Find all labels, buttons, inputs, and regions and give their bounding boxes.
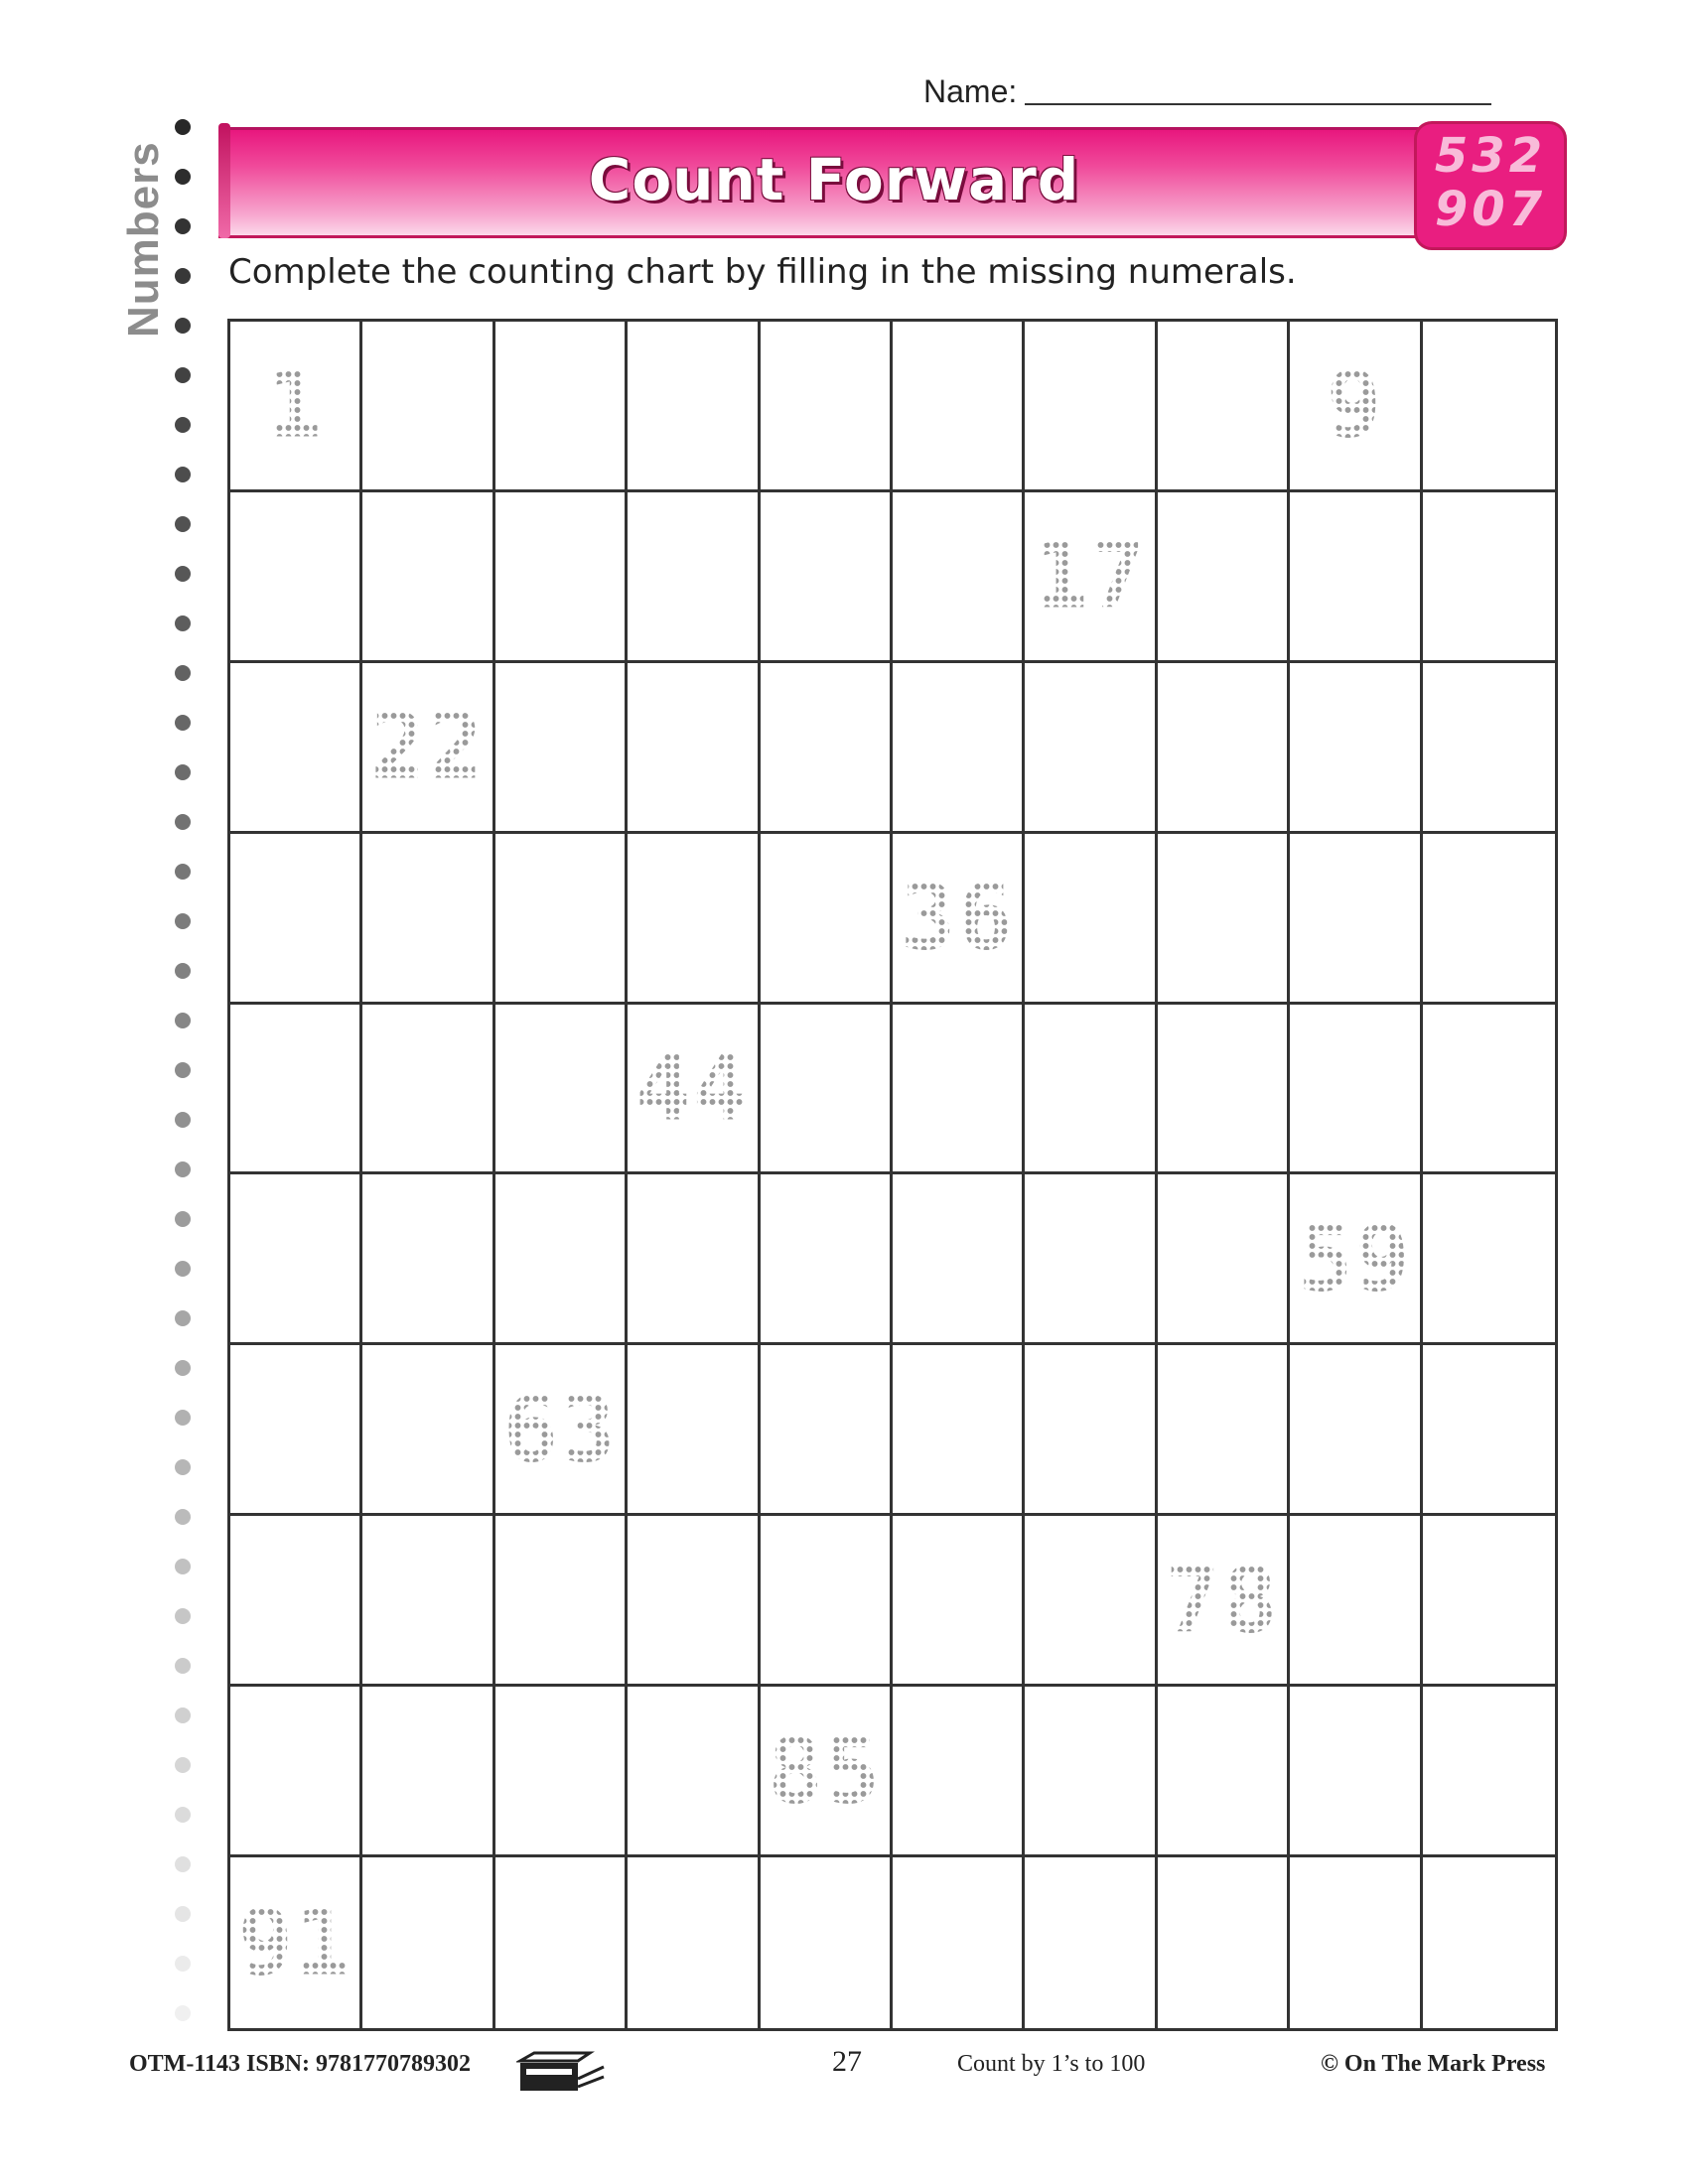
chart-cell[interactable] [893, 322, 1025, 492]
chart-cell[interactable] [230, 1857, 362, 2028]
chart-cell[interactable] [1290, 1857, 1422, 2028]
counting-chart [227, 319, 1558, 2031]
instructions: Complete the counting chart by filling in the missing numerals. [228, 252, 1297, 292]
chart-cell[interactable] [1158, 1174, 1290, 1345]
chart-cell[interactable] [1290, 663, 1422, 834]
chart-cell[interactable] [1025, 322, 1157, 492]
chart-cell[interactable] [893, 1857, 1025, 2028]
chart-cell[interactable] [1290, 1345, 1422, 1516]
binding-dot [175, 1559, 191, 1574]
binding-dot [175, 218, 191, 234]
chart-cell[interactable] [628, 834, 760, 1005]
binding-dot [175, 1161, 191, 1177]
binding-dot [175, 1310, 191, 1326]
chart-cell[interactable] [495, 492, 628, 663]
chart-cell[interactable] [1025, 1174, 1157, 1345]
binding-dot [175, 467, 191, 482]
binding-dot [175, 1906, 191, 1922]
chart-cell[interactable] [1423, 1516, 1555, 1687]
name-line[interactable] [1025, 103, 1491, 105]
prefilled-numeral: 1 [230, 352, 359, 459]
binding-dot [175, 1410, 191, 1426]
chart-cell[interactable] [495, 1687, 628, 1857]
chart-cell[interactable] [362, 663, 494, 834]
binding-dot [175, 1013, 191, 1028]
prefilled-numeral: 9 [1290, 352, 1419, 459]
binding-dot [175, 1757, 191, 1773]
chart-cell[interactable] [1158, 1857, 1290, 2028]
chart-cell[interactable] [1423, 1345, 1555, 1516]
chart-cell[interactable] [230, 834, 362, 1005]
binding-dot [175, 1608, 191, 1624]
chart-cell[interactable] [495, 1345, 628, 1516]
name-row [923, 71, 1559, 111]
chart-cell[interactable] [495, 322, 628, 492]
chart-cell[interactable] [230, 663, 362, 834]
binding-dot [175, 1707, 191, 1723]
binding-dot [175, 665, 191, 681]
badge-row-2: 907 [1434, 182, 1547, 237]
chart-cell[interactable] [362, 492, 494, 663]
chart-cell[interactable] [761, 492, 893, 663]
binding-dot [175, 864, 191, 880]
chart-cell[interactable] [1290, 1687, 1422, 1857]
chart-cell[interactable] [1423, 663, 1555, 834]
chart-cell[interactable] [230, 1687, 362, 1857]
binding-dot [175, 566, 191, 582]
chart-cell[interactable] [1423, 492, 1555, 663]
product-code: OTM-1143 ISBN: 9781770789302 [129, 2051, 472, 2077]
name-label: Name: [923, 73, 1018, 109]
chart-cell[interactable] [362, 1516, 494, 1687]
chart-cell[interactable] [362, 1857, 494, 2028]
chart-cell[interactable] [1025, 1687, 1157, 1857]
chart-cell[interactable] [1025, 1345, 1157, 1516]
binding-dots [175, 119, 199, 2045]
footer [0, 2045, 1688, 2105]
chart-cell[interactable] [761, 834, 893, 1005]
chart-cell[interactable] [893, 492, 1025, 663]
badge-row-1: 532 [1434, 128, 1547, 184]
chart-cell[interactable] [1290, 1516, 1422, 1687]
chart-cell[interactable] [761, 1857, 893, 2028]
chart-cell[interactable] [628, 663, 760, 834]
chart-cell[interactable] [1423, 1857, 1555, 2028]
binding-dot [175, 913, 191, 929]
chart-cell[interactable] [362, 1687, 494, 1857]
side-label: Numbers [119, 141, 168, 338]
chart-cell[interactable] [761, 663, 893, 834]
chart-cell[interactable] [1025, 1005, 1157, 1175]
binding-dot [175, 1956, 191, 1972]
chart-cell[interactable] [893, 663, 1025, 834]
chart-cell[interactable] [495, 663, 628, 834]
chart-cell[interactable] [628, 1516, 760, 1687]
chart-cell[interactable] [1290, 492, 1422, 663]
chart-cell[interactable] [761, 1005, 893, 1175]
page-title: Count Forward [588, 146, 1080, 213]
chart-cell[interactable] [893, 834, 1025, 1005]
chart-cell[interactable] [1025, 492, 1157, 663]
page-number: 27 [832, 2045, 862, 2078]
chart-cell[interactable] [362, 1345, 494, 1516]
prefilled-numeral: 85 [761, 1717, 890, 1824]
chart-cell[interactable] [761, 1516, 893, 1687]
chart-cell[interactable] [1290, 1174, 1422, 1345]
chart-cell[interactable] [1158, 1005, 1290, 1175]
chart-cell[interactable] [362, 1174, 494, 1345]
chart-cell[interactable] [893, 1687, 1025, 1857]
binding-dot [175, 715, 191, 731]
chart-cell[interactable] [893, 1516, 1025, 1687]
binding-dot [175, 1856, 191, 1872]
chart-cell[interactable] [628, 1857, 760, 2028]
chart-cell[interactable] [230, 1174, 362, 1345]
chart-cell[interactable] [1025, 1857, 1157, 2028]
binding-dot [175, 169, 191, 185]
chart-cell[interactable] [1025, 1516, 1157, 1687]
prefilled-numeral: 78 [1158, 1547, 1287, 1653]
chart-cell[interactable] [1423, 1005, 1555, 1175]
chart-cell[interactable] [230, 1345, 362, 1516]
chart-cell[interactable] [1025, 663, 1157, 834]
chart-cell[interactable] [1423, 1687, 1555, 1857]
binding-dot [175, 1062, 191, 1078]
prefilled-numeral: 59 [1290, 1205, 1419, 1311]
binding-dot [175, 1658, 191, 1674]
binding-dot [175, 1360, 191, 1376]
chart-cell[interactable] [362, 834, 494, 1005]
chart-cell[interactable] [628, 1005, 760, 1175]
prefilled-numeral: 91 [230, 1890, 359, 1996]
binding-dot [175, 963, 191, 979]
chart-cell[interactable] [1290, 1005, 1422, 1175]
binding-dot [175, 814, 191, 830]
binding-dot [175, 1509, 191, 1525]
chart-cell[interactable] [1423, 322, 1555, 492]
numbers-badge-icon [1414, 121, 1567, 250]
topic-label: Count by 1’s to 100 [957, 2051, 1146, 2077]
chart-cell[interactable] [761, 1687, 893, 1857]
chart-cell[interactable] [1158, 322, 1290, 492]
chart-cell[interactable] [230, 1005, 362, 1175]
banner-cap [218, 123, 230, 238]
chart-cell[interactable] [628, 1345, 760, 1516]
chart-cell[interactable] [761, 1174, 893, 1345]
chart-cell[interactable] [495, 834, 628, 1005]
chart-cell[interactable] [362, 1005, 494, 1175]
binding-dot [175, 1459, 191, 1475]
binding-dot [175, 516, 191, 532]
binding-dot [175, 1211, 191, 1227]
chart-cell[interactable] [1423, 1174, 1555, 1345]
binding-dot [175, 268, 191, 284]
chart-cell[interactable] [628, 322, 760, 492]
chart-cell[interactable] [230, 492, 362, 663]
chart-cell[interactable] [230, 322, 362, 492]
title-banner [218, 127, 1450, 238]
chart-cell[interactable] [1158, 663, 1290, 834]
chart-cell[interactable] [1158, 1516, 1290, 1687]
chart-cell[interactable] [362, 322, 494, 492]
binding-dot [175, 2005, 191, 2021]
chart-cell[interactable] [1290, 834, 1422, 1005]
chart-cell[interactable] [893, 1174, 1025, 1345]
binding-dot [175, 615, 191, 631]
chart-cell[interactable] [495, 1857, 628, 2028]
prefilled-numeral: 36 [893, 865, 1022, 971]
binding-dot [175, 1261, 191, 1277]
copyright: © On The Mark Press [1321, 2051, 1546, 2077]
binding-dot [175, 119, 191, 135]
chart-cell[interactable] [761, 322, 893, 492]
chart-cell[interactable] [893, 1005, 1025, 1175]
chart-cell[interactable] [1158, 492, 1290, 663]
chart-cell[interactable] [1025, 834, 1157, 1005]
chart-cell[interactable] [230, 1516, 362, 1687]
chart-cell[interactable] [628, 1174, 760, 1345]
chart-cell[interactable] [628, 1687, 760, 1857]
chart-cell[interactable] [1158, 834, 1290, 1005]
chart-cell[interactable] [761, 1345, 893, 1516]
binding-dot [175, 417, 191, 433]
binding-dot [175, 318, 191, 334]
chart-cell[interactable] [628, 492, 760, 663]
chart-cell[interactable] [495, 1516, 628, 1687]
binding-dot [175, 367, 191, 383]
binding-dot [175, 1112, 191, 1128]
prefilled-numeral: 17 [1025, 523, 1154, 629]
chart-cell[interactable] [1290, 322, 1422, 492]
prefilled-numeral: 44 [628, 1035, 757, 1142]
chart-cell[interactable] [495, 1005, 628, 1175]
prefilled-numeral: 22 [362, 694, 492, 800]
chart-cell[interactable] [1158, 1345, 1290, 1516]
chart-cell[interactable] [893, 1345, 1025, 1516]
binding-dot [175, 1807, 191, 1823]
chart-cell[interactable] [495, 1174, 628, 1345]
chart-cell[interactable] [1158, 1687, 1290, 1857]
binding-dot [175, 764, 191, 780]
chart-cell[interactable] [1423, 834, 1555, 1005]
photocopier-icon [516, 2049, 608, 2095]
prefilled-numeral: 63 [495, 1376, 625, 1482]
